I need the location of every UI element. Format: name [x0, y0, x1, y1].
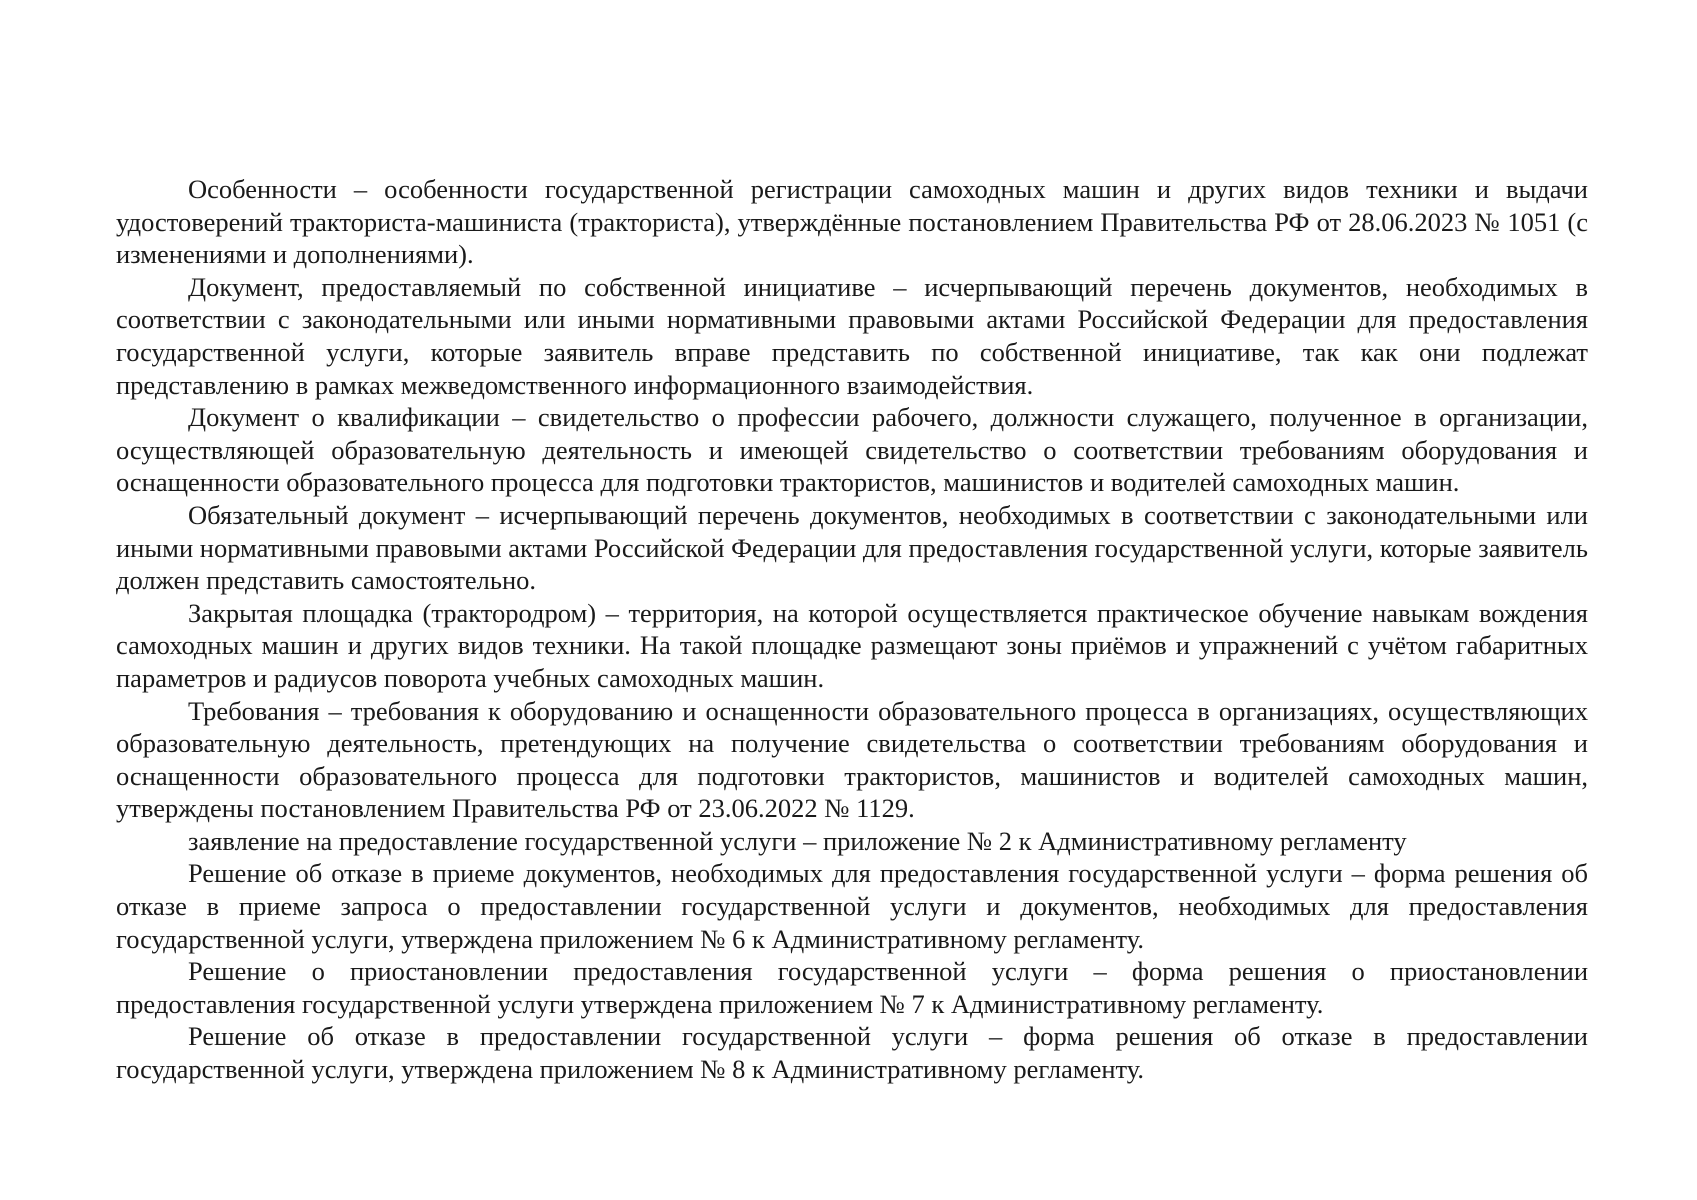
document-page [116, 173, 1588, 1086]
definition-paragraph-optional-document: Документ, предоставляемый по собственной инициативе – исчерпывающий перечень документов, необходимых в соответствии с законодательными или иными нормативными правовыми актами Российской Федерации для предоставления государственной услуги, которые заявитель вправе представить по собственной инициативе, так как они подлежат представлению в рамках межведомственного информационного взаимодействия. [116, 271, 1588, 400]
definition-paragraph-application: заявление на предоставление государственной услуги – приложение № 2 к Административному регламенту [188, 825, 1407, 856]
definition-paragraph-mandatory-document: Обязательный документ – исчерпывающий перечень документов, необходимых в соответствии с законодательными или иными нормативными правовыми актами Российской Федерации для предоставления государственной услуги, которые заявитель должен представить самостоятельно. [116, 499, 1588, 596]
definition-paragraph-osobennosti: Особенности – особенности государственной регистрации самоходных машин и других видов техники и выдачи удостоверений тракториста-машиниста (тракториста), утверждённые постановлением Правительства РФ от 28.06.2023 № 1051 (с изменениями и дополнениями). [116, 174, 1588, 270]
definition-paragraph-requirements: Требования – требования к оборудованию и оснащенности образовательного процесса в организациях, осуществляющих образовательную деятельность, претендующих на получение свидетельства о соответствии требованиям оборудования и оснащенности образовательного процесса для подготовки трактористов, машинистов и водителей самоходных машин, утверждены постановлением Правительства РФ от 23.06.2022 № 1129. [116, 695, 1588, 824]
definition-paragraph-refusal-acceptance: Решение об отказе в приеме документов, необходимых для предоставления государственной услуги – форма решения об отказе в приеме запроса о предоставлении государственной услуги и документов, необходимых для предоставления государственной услуги, утверждена приложением № 6 к Административному регламенту. [116, 858, 1588, 954]
definition-paragraph-closed-area: Закрытая площадка (трактородром) – территория, на которой осуществляется практическое обучение навыкам вождения самоходных машин и других видов техники. На такой площадке размещают зоны приёмов и упражнений с учётом габаритных параметров и радиусов поворота учебных самоходных машин. [116, 597, 1588, 693]
definition-paragraph-suspension: Решение о приостановлении предоставления государственной услуги – форма решения о приостановлении предоставления государственной услуги утверждена приложением № 7 к Административному регламенту. [116, 956, 1588, 1019]
definition-paragraph-qualification-document: Документ о квалификации – свидетельство о профессии рабочего, должности служащего, полученное в организации, осуществляющей образовательную деятельность и имеющей свидетельство о соответствии требованиям оборудования и оснащенности образовательного процесса для подготовки трактористов, машинистов и водителей самоходных машин. [116, 402, 1588, 498]
definition-paragraph-refusal-service: Решение об отказе в предоставлении государственной услуги – форма решения об отказе в предоставлении государственной услуги, утверждена приложением № 8 к Административному регламенту. [116, 1021, 1588, 1085]
